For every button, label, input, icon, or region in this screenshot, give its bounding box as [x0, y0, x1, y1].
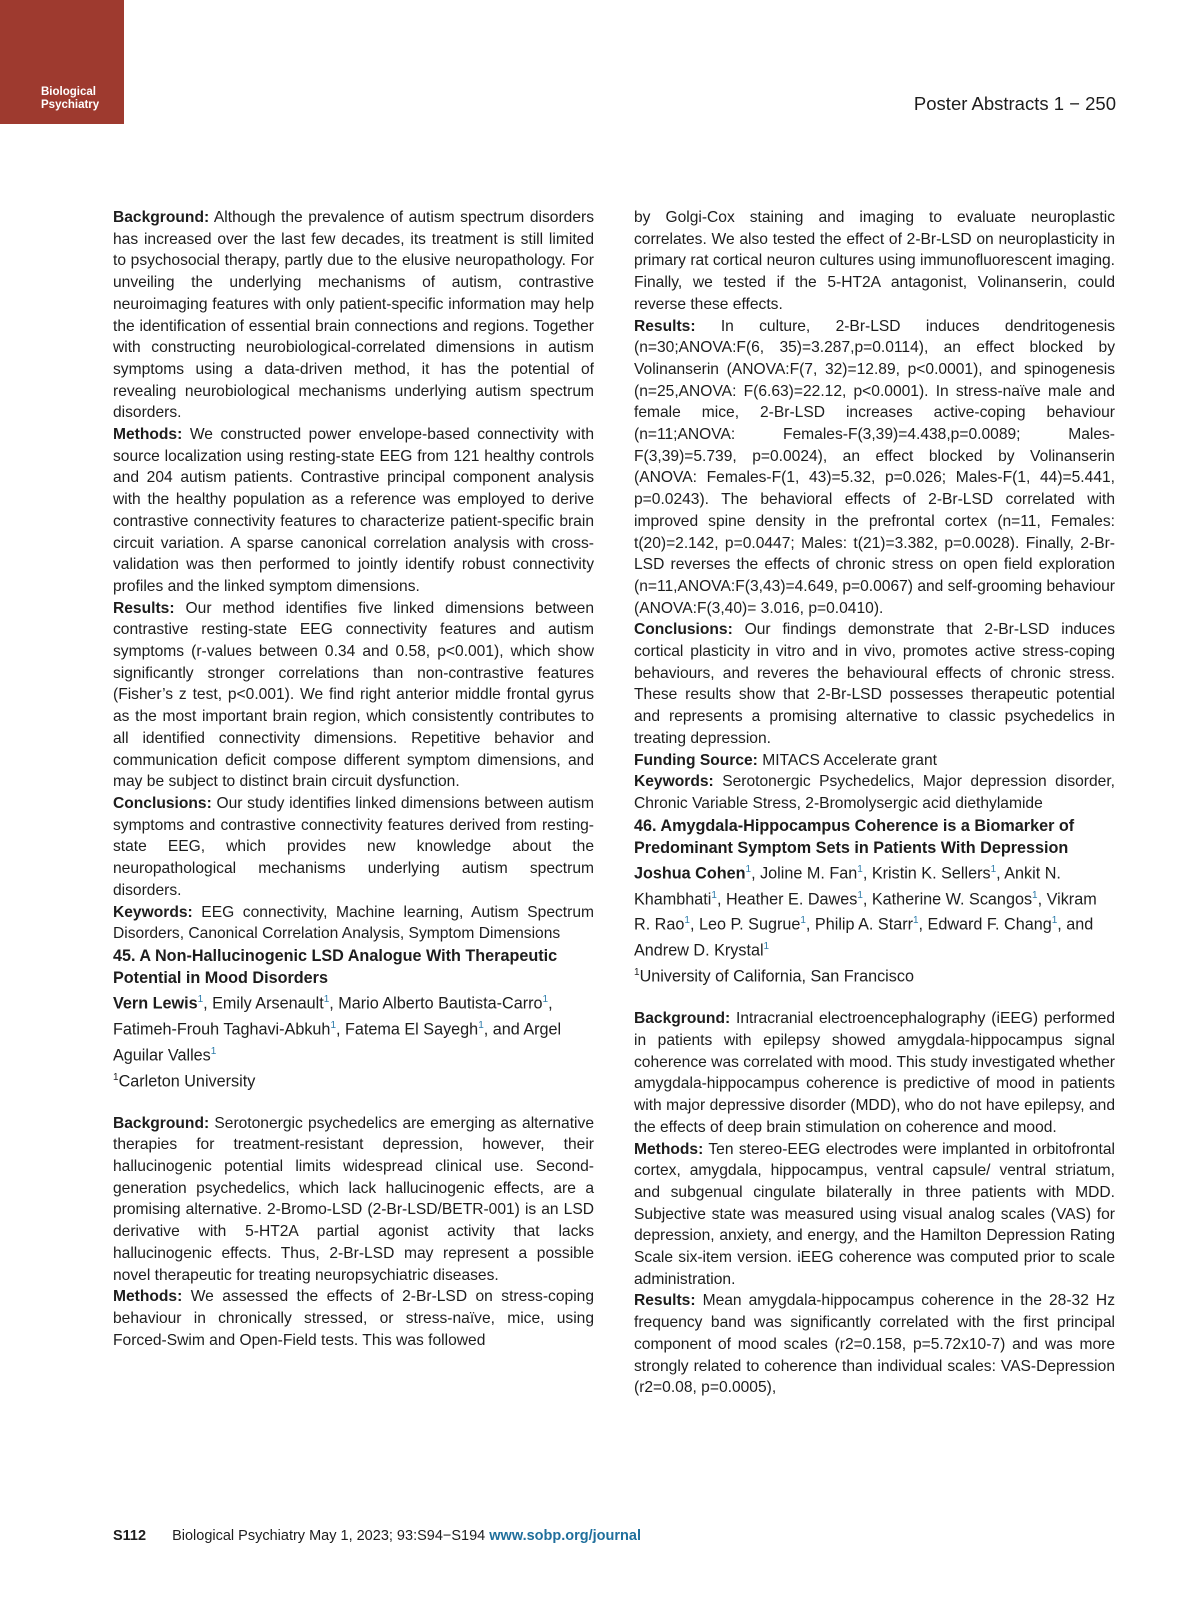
- abstract-conclusions: [113, 793, 594, 902]
- abstract-45-authors: [113, 989, 594, 1067]
- author-name: , Vikram R. Rao: [634, 889, 1097, 934]
- author-name: , Leo P. Sugrue: [689, 915, 801, 934]
- section-label: Results:: [113, 599, 175, 617]
- affiliation-text: Carleton University: [118, 1071, 256, 1090]
- abstract-46-background: [634, 1008, 1115, 1138]
- section-label: Methods:: [634, 1140, 704, 1158]
- author-sup: 1: [857, 889, 863, 901]
- abstract-45-conclusions: [634, 619, 1115, 749]
- abstract-46-title: 46. Amygdala-Hippocampus Coherence is a Biomarker of Predominant Symptom Sets in Patients With Depression: [634, 816, 1075, 857]
- author-sup: 1: [763, 941, 770, 953]
- section-label: Methods:: [113, 426, 183, 444]
- abstract-keywords: [113, 902, 594, 945]
- author-sup: 1: [684, 915, 690, 927]
- author-name: , Mario Alberto Bautista-Carro: [329, 994, 543, 1013]
- author-sup: 1: [323, 993, 330, 1005]
- abstract-45-keywords: [634, 771, 1115, 814]
- left-column: [113, 207, 594, 1351]
- abstract-46-methods: [634, 1139, 1115, 1291]
- paragraph-text: Ten stereo-EEG electrodes were implanted in orbitofrontal cortex, amygdala, hippocampus, ventral capsule/ ventral striatum, and subgenual cingulate bilaterally in three patients with MDD. Subjective state was measured using visual analog scales (VAS) for depression, anxiety, and energy, and the Hamilton Depression Rating Scale six-item version. iEEG coherence was computed prior to scale administration.: [634, 1140, 1115, 1288]
- abstract-45-affiliation: [113, 1067, 594, 1093]
- author-sup: 1: [330, 1019, 337, 1031]
- paragraph-text: by Golgi-Cox staining and imaging to evaluate neuroplastic correlates. We also tested the effect of 2-Br-LSD on neuroplasticity in primary rat cortical neuron cultures using immunofluorescent imaging. Finally, we tested if the 5-HT2A antagonist, Volinanserin, could reverse these effects.: [634, 209, 1116, 313]
- author-name: , Philip A. Starr: [805, 915, 913, 934]
- author-name: , Heather E. Dawes: [716, 889, 858, 908]
- running-head: Poster Abstracts 1 − 250: [913, 93, 1116, 114]
- author-name: , and Andrew D. Krystal: [634, 915, 1094, 960]
- author-sup: 1: [197, 993, 204, 1005]
- abstract-46-affiliation: [634, 962, 1115, 988]
- author-sup: 1: [478, 1019, 484, 1031]
- abstract-45-results: [634, 316, 1115, 620]
- paragraph-text: Serotonergic Psychedelics, Major depression disorder, Chronic Variable Stress, 2-Bromolysergic acid diethylamide: [634, 773, 1115, 812]
- paragraph-text: Our findings demonstrate that 2-Br-LSD induces cortical plasticity in vitro and in vivo, promotes active stress-coping behaviours, and reveres the behavioural effects of chronic stress. These results show that 2-Br-LSD possesses therapeutic potential and represents a promising alternative to classic psychedelics in treating depression.: [634, 621, 1115, 747]
- journal-link[interactable]: www.sobp.org/journal: [489, 1528, 641, 1544]
- right-column: [634, 207, 1115, 1399]
- abstract-46-results: [634, 1290, 1115, 1399]
- abstract-45-title: 45. A Non-Hallucinogenic LSD Analogue With Therapeutic Potential in Mood Disorders: [113, 946, 558, 987]
- author-name: , Edward F. Chang: [918, 915, 1052, 934]
- author-sup: 1: [912, 915, 919, 927]
- abstract-46-authors: [634, 859, 1115, 963]
- section-label: Background:: [113, 209, 210, 226]
- author-sup: 1: [210, 1045, 217, 1057]
- author-name: , Kristin K. Sellers: [862, 864, 991, 883]
- section-label: Results:: [634, 1292, 696, 1310]
- author-name: , Fatema El Sayegh: [336, 1020, 479, 1039]
- author-name: , and Argel Aguilar Valles: [113, 1020, 562, 1065]
- section-label: Conclusions:: [634, 621, 733, 639]
- affiliation-text: University of California, San Francisco: [639, 967, 914, 986]
- abstract-45-background: [113, 1113, 594, 1287]
- author-name: , Katherine W. Scangos: [862, 889, 1033, 908]
- section-label: Methods:: [113, 1288, 183, 1306]
- paragraph-text: Although the prevalence of autism spectrum disorders has increased over the last few decades, its treatment is still limited to psychosocial therapy, partly due to the elusive neuropathology. For unveiling the underlying mechanisms of autism, contrastive neuroimaging features with only patient-specific information may help the identification of essential brain connections and regions. Together with constructing neurobiological-correlated dimensions in autism symptoms using a data-driven method, it has the potential of revealing neurobiological mechanisms underlying autism spectrum disorders.: [113, 209, 594, 422]
- author-name: , Emily Arsenault: [203, 994, 324, 1013]
- section-label: Keywords:: [634, 773, 714, 791]
- author-sup: 1: [1032, 889, 1038, 901]
- author-sup: 1: [1051, 915, 1058, 927]
- author-name: , Ankit N. Khambhati: [634, 864, 1061, 908]
- logo-line-1: Biological: [41, 86, 96, 98]
- author-sup: 1: [745, 863, 752, 875]
- section-label: Results:: [634, 317, 696, 335]
- author-sup: 1: [800, 915, 806, 927]
- affiliation-sup: 1: [634, 967, 640, 979]
- section-label: Background:: [113, 1114, 210, 1132]
- citation: Biological Psychiatry May 1, 2023; 93:S94−S194: [172, 1528, 490, 1544]
- paragraph-text: Our study identifies linked dimensions between autism symptoms and contrastive connectivity features derived from resting-state EEG, which provides new knowledge about the neuropathological mechanisms underlying autism spectrum disorders.: [113, 794, 594, 899]
- abstract-45-methods: [113, 1286, 594, 1351]
- author-sup: 1: [711, 889, 717, 901]
- paragraph-text: MITACS Accelerate grant: [757, 751, 937, 769]
- page-number: S112: [113, 1528, 147, 1544]
- author-name: Joshua Cohen: [634, 864, 746, 883]
- author-name: , Fatimeh-Frouh Taghavi-Abkuh: [113, 994, 553, 1039]
- section-label: Funding Source:: [634, 751, 758, 769]
- paragraph-text: Our method identifies five linked dimensions between contrastive resting-state EEG connectivity features and autism symptoms (r-values between 0.34 and 0.58, p<0.001), which show significantly stronger correlations than non-contrastive features (Fisher’s z test, p<0.001). We find right anterior middle frontal gyrus as the most important brain region, which consistently contributes to all identified connectivity dimensions. Repetitive behavior and communication deficit compose different symptom dimensions, and may be subject to distinct brain circuit dysfunction.: [113, 599, 594, 791]
- abstract-background: [113, 207, 594, 424]
- abstract-methods: [113, 424, 594, 598]
- abstract-45-funding: [634, 750, 1115, 772]
- author-sup: 1: [542, 993, 549, 1005]
- author-name: Vern Lewis: [113, 994, 198, 1013]
- page-footer: [113, 1528, 641, 1544]
- author-sup: 1: [857, 863, 863, 875]
- paragraph-text: Mean amygdala-hippocampus coherence in the 28-32 Hz frequency band was significantly correlated with the first principal component of mood scales (r2=0.158, p=5.72x10-7) and was more strongly related to coherence than individual scales: VAS-Depression (r2=0.08, p=0.0005),: [634, 1292, 1115, 1397]
- paragraph-text: In culture, 2-Br-LSD induces dendritogenesis (n=30;ANOVA:F(6, 35)=3.287,p=0.0114), an effect blocked by Volinanserin (ANOVA:F(7, 32)=12.89, p<0.0001), and spinogenesis (n=25,ANOVA: F(6.63)=22.12, p<0.0001). In stress-naïve male and female mice, 2-Br-LSD increases active-coping behaviour (n=11;ANOVA: Females-F(3,39)=4.438,p=0.0089; Males-F(3,39)=5.739, p=0.0024), an effect blocked by Volinanserin (ANOVA: Females-F(1, 43)=5.32, p=0.026; Males-F(1, 44)=5.441, p=0.0243). The behavioral effects of 2-Br-LSD correlated with improved spine density in the prefrontal cortex (n=11, Females: t(20)=2.142, p=0.0447; Males: t(21)=3.382, p=0.0028). Finally, 2-Br-LSD reverses the effects of chronic stress on open field exploration (n=11,ANOVA:F(3,43)=4.649, p=0.0067) and self-grooming behaviour (ANOVA:F(3,40)= 3.016, p=0.0410).: [634, 317, 1115, 617]
- abstract-45-methods-cont: [634, 207, 1115, 316]
- abstract-results: [113, 598, 594, 793]
- section-label: Conclusions:: [113, 794, 212, 812]
- section-label: Background:: [634, 1010, 731, 1028]
- paragraph-text: Serotonergic psychedelics are emerging as alternative therapies for treatment-resistant depression, however, their hallucinogenic potential limits widespread clinical use. Second-generation psychedelics, which lack hallucinogenic effects, are a promising alternative. 2-Bromo-LSD (2-Br-LSD/BETR-001) is an LSD derivative with 5-HT2A partial agonist activity that lacks hallucinogenic effects. Thus, 2-Br-LSD may represent a possible novel therapeutic for treating neuropsychiatric diseases.: [113, 1114, 594, 1284]
- paragraph-text: Intracranial electroencephalography (iEEG) performed in patients with epilepsy showed amygdala-hippocampus signal coherence was correlated with mood. This study investigated whether amygdala-hippocampus coherence is predictive of mood in patients with major depressive disorder (MDD), who do not have epilepsy, and the effects of deep brain stimulation on coherence and mood.: [634, 1010, 1115, 1136]
- author-sup: 1: [990, 863, 997, 875]
- affiliation-sup: 1: [113, 1071, 119, 1083]
- author-name: , Joline M. Fan: [751, 864, 858, 883]
- section-label: Keywords:: [113, 903, 193, 921]
- paragraph-text: We constructed power envelope-based connectivity with source localization using resting-state EEG from 121 healthy controls and 204 autism patients. Contrastive principal component analysis with the healthy population as a reference was employed to derive contrastive connectivity features to characterize patient-specific brain circuit variation. A sparse canonical correlation analysis with cross-validation was then performed to jointly identify robust connectivity profiles and the linked symptom dimensions.: [113, 426, 594, 595]
- paragraph-text: EEG connectivity, Machine learning, Autism Spectrum Disorders, Canonical Correlation Analysis, Symptom Dimensions: [113, 903, 594, 943]
- logo-line-2: Psychiatry: [41, 99, 100, 111]
- journal-logo: [0, 0, 124, 124]
- paragraph-text: We assessed the effects of 2-Br-LSD on stress-coping behaviour in chronically stressed, or stress-naïve, mice, using Forced-Swim and Open-Field tests. This was followed: [113, 1288, 594, 1349]
